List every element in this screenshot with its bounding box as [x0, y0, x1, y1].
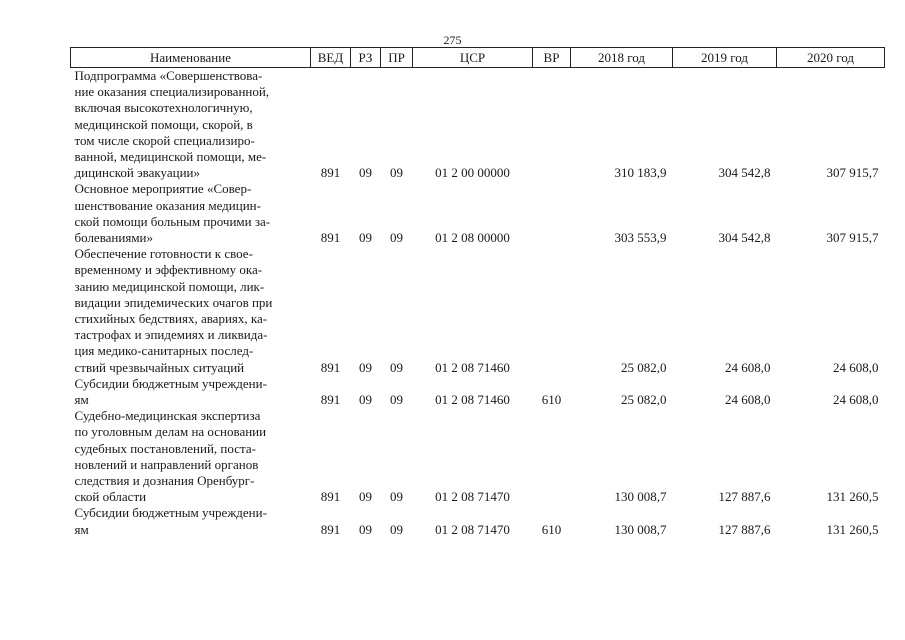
row-2020: 131 260,5: [826, 489, 879, 505]
row-vr: [533, 181, 571, 246]
table-row: [71, 181, 885, 246]
row-2020: 131 260,5: [826, 521, 879, 537]
row-pr: 09: [390, 521, 403, 537]
row-vr: [533, 408, 571, 505]
table-row: [71, 505, 885, 537]
row-name: Субсидии бюджетным учреждени- ям: [74, 375, 267, 408]
row-2020: 24 608,0: [833, 392, 879, 408]
row-vr: 610: [541, 392, 562, 408]
row-name: Субсидии бюджетным учреждени- ям: [74, 505, 267, 537]
table-row: [71, 246, 885, 376]
row-2019: 127 887,6: [718, 489, 771, 505]
row-rz: 09: [359, 489, 372, 505]
row-pr: 09: [390, 359, 403, 375]
row-ved: 891: [320, 392, 341, 408]
row-pr: 09: [390, 489, 403, 505]
row-name: Подпрограмма «Совершенствова- ние оказания специализированной, включая высокотехнологичную, медицинской помощи, скорой, в том числе скорой специализиро- ванной, медицинской помощи, ме- дицинской эвакуации»: [74, 68, 270, 181]
row-pr: 09: [390, 230, 403, 246]
row-vr: 610: [541, 521, 562, 537]
table-row: [71, 376, 885, 408]
row-pr: 09: [390, 392, 403, 408]
col-header-pr: ПР: [381, 48, 413, 68]
row-csr: 01 2 08 71470: [435, 489, 510, 505]
row-2019: 24 608,0: [725, 392, 771, 408]
row-csr: 01 2 08 00000: [435, 230, 510, 246]
row-rz: 09: [359, 165, 372, 181]
row-2019: 127 887,6: [718, 521, 771, 537]
row-name: Судебно-медицинская экспертиза по уголовным делам на основании судебных постановлений, поста- новлений и направлений органов следствия и дознания Оренбург- ской области: [74, 408, 267, 505]
budget-table: [70, 47, 885, 538]
header-row: [71, 48, 885, 68]
row-2020: 24 608,0: [833, 359, 879, 375]
row-2019: 304 542,8: [718, 230, 771, 246]
row-2020: 307 915,7: [826, 165, 879, 181]
row-2018: 130 008,7: [614, 489, 667, 505]
row-rz: 09: [359, 230, 372, 246]
col-header-csr: ЦСР: [413, 48, 533, 68]
row-ved: 891: [320, 489, 341, 505]
row-ved: 891: [320, 359, 341, 375]
page-number: 275: [443, 33, 462, 47]
row-2018: 310 183,9: [614, 165, 667, 181]
table-row: [71, 68, 885, 182]
row-rz: 09: [359, 359, 372, 375]
row-ved: 891: [320, 165, 341, 181]
table-row: [71, 408, 885, 505]
col-header-2020: 2020 год: [777, 48, 885, 68]
row-2019: 24 608,0: [725, 359, 771, 375]
row-csr: 01 2 00 00000: [435, 165, 510, 181]
row-rz: 09: [359, 521, 372, 537]
row-2018: 25 082,0: [621, 359, 667, 375]
row-csr: 01 2 08 71460: [435, 359, 510, 375]
col-header-2019: 2019 год: [673, 48, 777, 68]
col-header-vr: ВР: [533, 48, 571, 68]
row-ved: 891: [320, 521, 341, 537]
row-name: Обеспечение готовности к свое- временному и эффективному ока- занию медицинской помощи, лик- видации эпидемических очагов при стихийных бедствиях, авариях, ка- тастрофах и эпидемиях и ликвида- ция медико-санитарных послед- ствий чрезвычайных ситуаций: [74, 246, 273, 375]
row-rz: 09: [359, 392, 372, 408]
row-pr: 09: [390, 165, 403, 181]
col-header-name: Наименование: [71, 48, 311, 68]
row-2018: 130 008,7: [614, 521, 667, 537]
col-header-2018: 2018 год: [571, 48, 673, 68]
row-ved: 891: [320, 230, 341, 246]
row-2019: 304 542,8: [718, 165, 771, 181]
row-vr: [533, 68, 571, 182]
row-name: Основное мероприятие «Совер- шенствование оказания медицин- ской помощи больным прочими за- болеваниями»: [74, 181, 271, 246]
row-vr: [533, 246, 571, 376]
col-header-rz: РЗ: [351, 48, 381, 68]
row-csr: 01 2 08 71470: [435, 521, 510, 537]
row-2018: 303 553,9: [614, 230, 667, 246]
col-header-ved: ВЕД: [311, 48, 351, 68]
row-2018: 25 082,0: [621, 392, 667, 408]
row-csr: 01 2 08 71460: [435, 392, 510, 408]
row-2020: 307 915,7: [826, 230, 879, 246]
